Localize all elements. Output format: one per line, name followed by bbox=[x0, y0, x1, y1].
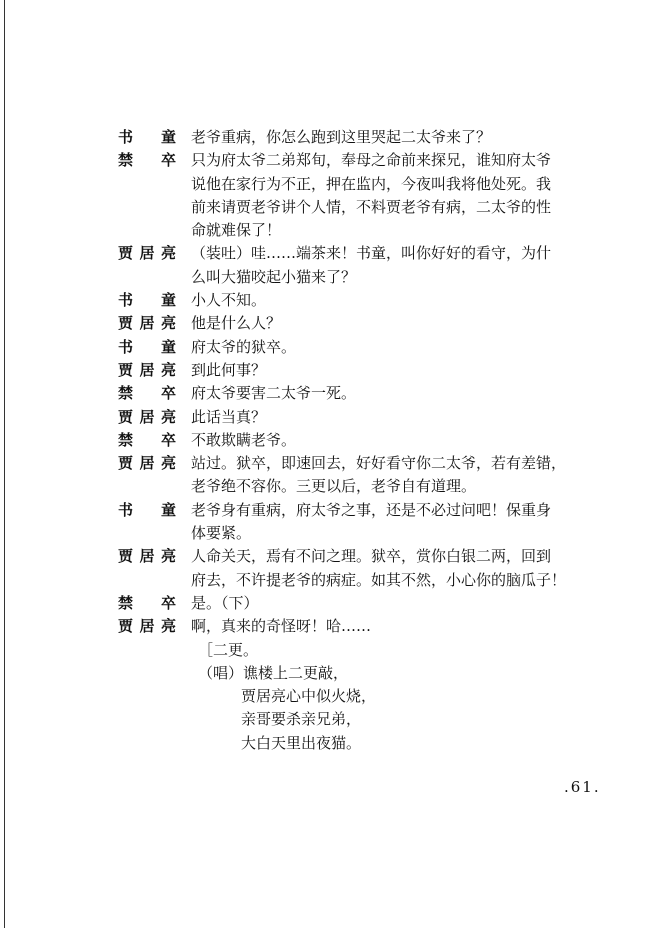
dialogue-line bbox=[118, 312, 638, 335]
stage-direction-text: ［二更。 bbox=[198, 640, 259, 659]
speaker-name: 贾居亮 bbox=[118, 617, 176, 636]
dialogue-text: 府太爷的狱卒。 bbox=[191, 337, 297, 356]
dialogue-line bbox=[118, 406, 638, 429]
speaker-name: 贾居亮 bbox=[118, 547, 176, 566]
speaker-name: 贾居亮 bbox=[118, 314, 176, 333]
dialogue-text: 小人不知。 bbox=[191, 291, 267, 310]
song-text: （唱）谯楼上二更敲， bbox=[198, 663, 349, 682]
dialogue-line bbox=[118, 289, 638, 312]
dialogue-text: 府去，不许提老爷的病症。如其不然，小心你的脑瓜子！ bbox=[191, 570, 567, 589]
dialogue-line bbox=[118, 149, 638, 172]
dialogue-text: 到此何事？ bbox=[191, 360, 267, 379]
dialogue-text: （装吐）哇……端茶来！书童，叫你好好的看守，为什 bbox=[191, 244, 552, 263]
page-number: .61. bbox=[564, 778, 601, 796]
dialogue-line bbox=[118, 126, 638, 149]
song-line bbox=[118, 732, 638, 755]
speaker-name: 书童 bbox=[118, 500, 176, 519]
dialogue-line bbox=[118, 382, 638, 405]
dialogue-text: 体要紧。 bbox=[191, 524, 252, 543]
dialogue-text: 不敢欺瞒老爷。 bbox=[191, 430, 297, 449]
dialogue-line bbox=[118, 219, 638, 242]
dialogue-line bbox=[118, 196, 638, 219]
dialogue-line bbox=[118, 615, 638, 638]
song-text: 大白天里出夜猫。 bbox=[241, 733, 362, 752]
speaker-name: 禁卒 bbox=[118, 430, 176, 449]
page-edge-line bbox=[4, 0, 5, 928]
dialogue-line bbox=[118, 429, 638, 452]
dialogue-line bbox=[118, 592, 638, 615]
speaker-name: 禁卒 bbox=[118, 384, 176, 403]
dialogue-text: 只为府太爷二弟郑旬，奉母之命前来探兄，谁知府太爷 bbox=[191, 151, 552, 170]
dialogue-line bbox=[118, 569, 638, 592]
dialogue-text: 是。（下） bbox=[191, 593, 259, 612]
dialogue-line bbox=[118, 336, 638, 359]
speaker-name: 书童 bbox=[118, 337, 176, 356]
dialogue-line bbox=[118, 522, 638, 545]
dialogue-line bbox=[118, 499, 638, 522]
dialogue-text: 老爷绝不容你。三更以后，老爷自有道理。 bbox=[191, 477, 477, 496]
speaker-name: 书童 bbox=[118, 291, 176, 310]
dialogue-line bbox=[118, 545, 638, 568]
dialogue-line bbox=[118, 266, 638, 289]
song-line bbox=[118, 708, 638, 731]
script-body bbox=[118, 126, 638, 755]
dialogue-text: 老爷重病，你怎么跑到这里哭起二太爷来了？ bbox=[191, 128, 492, 146]
dialogue-text: 他是什么人？ bbox=[191, 314, 282, 333]
dialogue-text: 站过。狱卒，即速回去，好好看守你二太爷，若有差错， bbox=[191, 454, 567, 473]
dialogue-text: 老爷身有重病，府太爷之事，还是不必过问吧！保重身 bbox=[191, 500, 552, 519]
dialogue-text: 人命关天，焉有不问之理。狱卒，赏你白银二两，回到 bbox=[191, 547, 552, 566]
song-text: 贾居亮心中似火烧， bbox=[241, 687, 377, 706]
speaker-name: 贾居亮 bbox=[118, 360, 176, 379]
speaker-name: 贾居亮 bbox=[118, 244, 176, 263]
song-line bbox=[118, 685, 638, 708]
dialogue-line bbox=[118, 173, 638, 196]
dialogue-line bbox=[118, 242, 638, 265]
dialogue-text: 命就难保了！ bbox=[191, 221, 282, 240]
stage-direction-line bbox=[118, 639, 638, 662]
speaker-name: 禁卒 bbox=[118, 151, 176, 170]
speaker-name: 贾居亮 bbox=[118, 407, 176, 426]
dialogue-text: 啊，真来的奇怪呀！哈…… bbox=[191, 617, 372, 636]
dialogue-text: 么叫大猫咬起小猫来了？ bbox=[191, 267, 357, 286]
speaker-name: 书童 bbox=[118, 128, 176, 146]
dialogue-text: 此话当真？ bbox=[191, 407, 267, 426]
song-text: 亲哥要杀亲兄弟， bbox=[241, 710, 362, 729]
dialogue-text: 说他在家行为不正，押在监内，今夜叫我将他处死。我 bbox=[191, 174, 552, 193]
dialogue-text: 府太爷要害二太爷一死。 bbox=[191, 384, 357, 403]
song-line bbox=[118, 662, 638, 685]
dialogue-line bbox=[118, 475, 638, 498]
speaker-name: 禁卒 bbox=[118, 593, 176, 612]
dialogue-line bbox=[118, 452, 638, 475]
dialogue-line bbox=[118, 359, 638, 382]
dialogue-text: 前来请贾老爷讲个人情，不料贾老爷有病，二太爷的性 bbox=[191, 197, 552, 216]
speaker-name: 贾居亮 bbox=[118, 454, 176, 473]
